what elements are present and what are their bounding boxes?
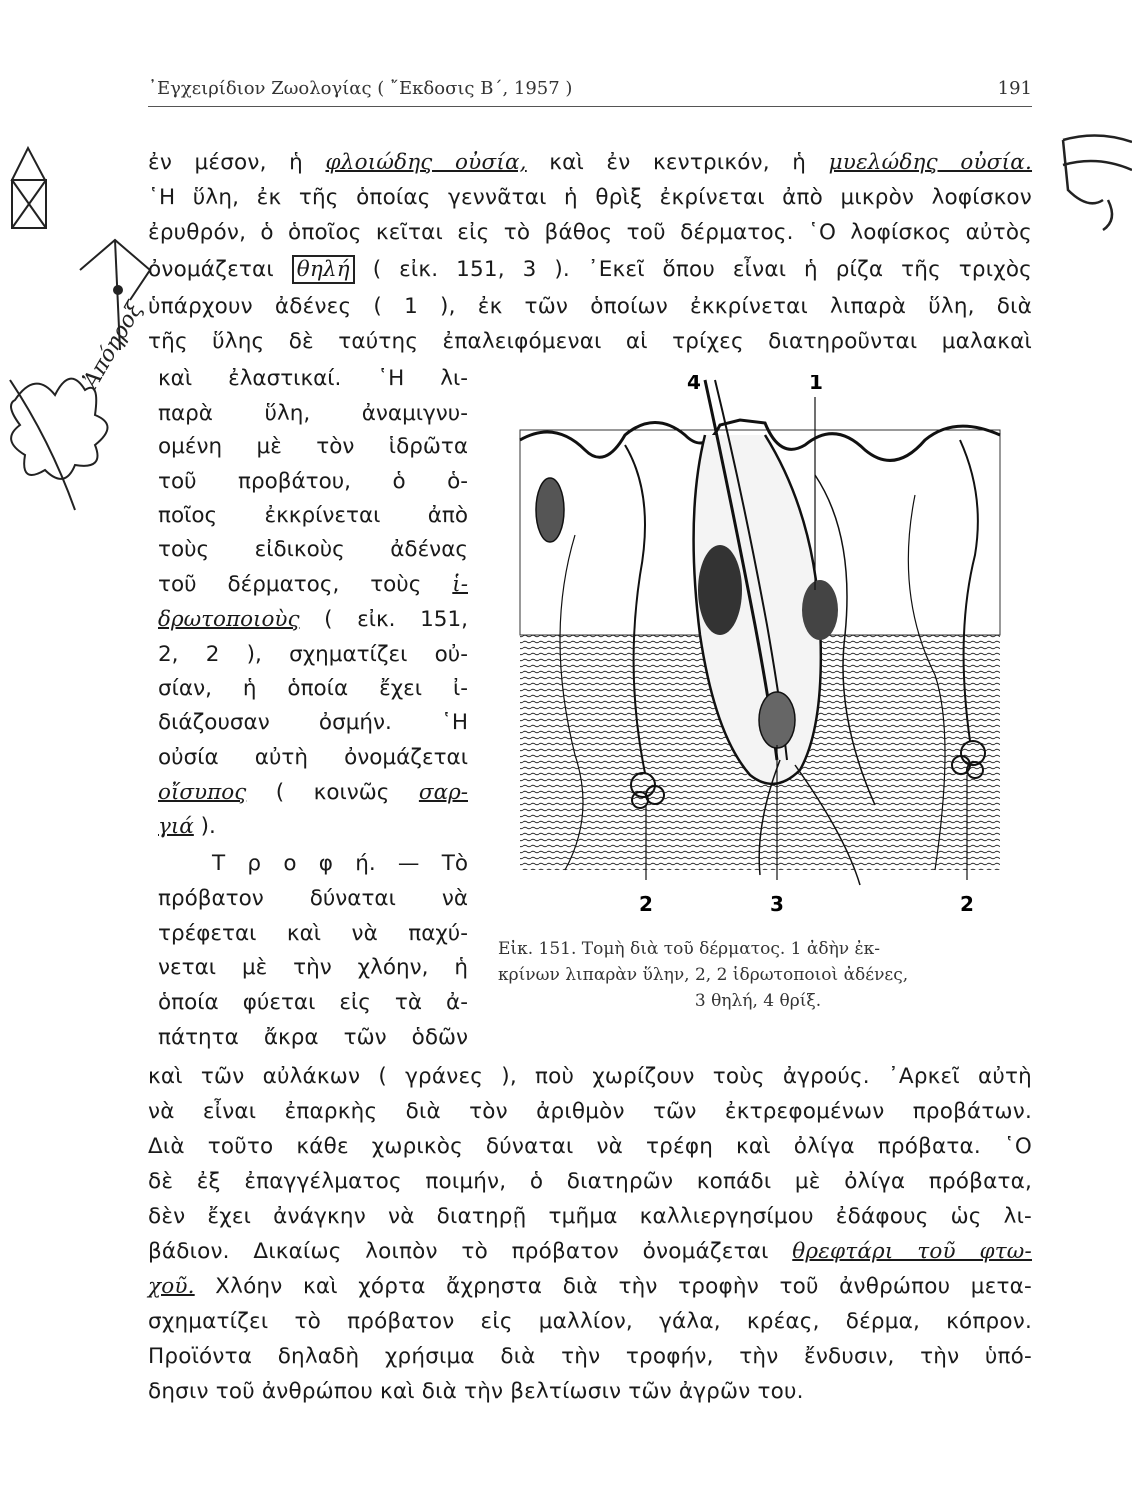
- underlined-term: γιά: [158, 814, 194, 839]
- text-line: καὶ τῶν αὐλάκων ( γράνες ), ποὺ χωρίζουν τοὺς ἀγρούς. ᾿Αρκεῖ αὐτὴ: [148, 1064, 1032, 1089]
- text-line: οὐσία αὐτὴ ὀνομάζεται: [158, 745, 468, 770]
- text-line: δὲν ἔχει ἀνάγκην νὰ διατηρῇ τμῆμα καλλιεργησίμου ἐδάφους ὡς λι-: [148, 1204, 1032, 1229]
- text-line: χοῦ. Χλόην καὶ χόρτα ἄχρηστα διὰ τὴν τροφὴν τοῦ ἀνθρώπου μετα-: [148, 1274, 1032, 1299]
- text-line: Διὰ τοῦτο κάθε χωρικὸς δύναται νὰ τρέφη καὶ ὀλίγα πρόβατα. ῾Ο: [148, 1134, 1032, 1159]
- underlined-term: θρεφτάρι τοῦ φτω-: [792, 1239, 1032, 1264]
- text-line: τοῦ προβάτου, ὁ ὁ-: [158, 469, 468, 494]
- caption-line: Εἰκ. 151. Τομὴ διὰ τοῦ δέρματος. 1 ἀδὴν ἐκ-: [498, 939, 881, 959]
- running-header: [148, 74, 1032, 107]
- underlined-term: σαρ-: [418, 780, 468, 805]
- underlined-term: ἱ-: [452, 572, 468, 597]
- text-line: γιά ).: [158, 814, 216, 839]
- papilla: [759, 692, 795, 748]
- text-line: τρέφεται καὶ νὰ παχύ-: [158, 921, 468, 946]
- text-line: σίαν, ἡ ὁποία ἔχει ἰ-: [158, 676, 468, 701]
- text-line: ὁποία φύεται εἰς τὰ ἀ-: [158, 990, 468, 1015]
- section-heading-line: Τ ρ ο φ ή. — Τὸ: [212, 851, 468, 876]
- text-line: ποῖος ἐκκρίνεται ἀπὸ: [158, 503, 468, 528]
- text-line: πάτητα ἄκρα τῶν ὁδῶν: [158, 1025, 468, 1050]
- text-line: ὀνομάζεται θηλή ( εἰκ. 151, 3 ). ᾿Εκεῖ ὅπου εἶναι ἡ ρίζα τῆς τριχὸς: [148, 257, 1032, 282]
- text-line: νεται μὲ τὴν χλόην, ἡ: [158, 955, 468, 980]
- text-line: διάζουσαν ὀσμήν. ῾Η: [158, 710, 468, 735]
- underlined-term: οἴσυπος: [158, 780, 247, 805]
- text-line: δησιν τοῦ ἀνθρώπου καὶ διὰ τὴν βελτίωσιν τῶν ἀγρῶν του.: [148, 1379, 804, 1404]
- skin-section-figure: [515, 375, 1005, 915]
- text-line: ὑπάρχουν ἀδένες ( 1 ), ἐκ τῶν ὁποίων ἐκκρίνεται λιπαρὰ ὕλη, διὰ: [148, 294, 1032, 319]
- text-line: δὲ ἐξ ἐπαγγέλματος ποιμήν, ὁ διατηρῶν κοπάδι μὲ ὀλίγα πρόβατα,: [148, 1169, 1032, 1194]
- text-line: Προϊόντα δηλαδὴ χρήσιμα διὰ τὴν τροφήν, τὴν ἔνδυσιν, τὴν ὑπό-: [148, 1344, 1032, 1369]
- underlined-term: μυελώδης οὐσία.: [828, 150, 1033, 175]
- text-line: τῆς ὕλης δὲ ταύτης ἐπαλειφόμεναι αἱ τρίχες διατηροῦνται μαλακαὶ: [148, 329, 1032, 354]
- boxed-term: θηλή: [292, 255, 355, 284]
- figure-label-2: 2: [639, 892, 653, 915]
- text-line: παρὰ ὕλη, ἀναμιγνυ-: [158, 401, 468, 426]
- text-line: νὰ εἶναι ἐπαρκὴς διὰ τὸν ἀριθμὸν τῶν ἐκτρεφομένων προβάτων.: [148, 1099, 1032, 1124]
- underlined-term: φλοιώδης οὐσία,: [325, 150, 527, 175]
- figure-label-2: 2: [960, 892, 974, 915]
- text-line: πρόβατον δύναται νὰ: [158, 886, 468, 911]
- text-line: σχηματίζει τὸ πρόβατον εἰς μαλλίον, γάλα, κρέας, δέρμα, κόπρον.: [148, 1309, 1032, 1334]
- underlined-term: χοῦ.: [148, 1274, 195, 1299]
- underlined-term: δρωτοποιοὺς: [158, 607, 300, 632]
- text-line: τοῦ δέρματος, τοὺς ἱ-: [158, 572, 468, 597]
- text-line: τοὺς εἰδικοὺς ἀδένας: [158, 537, 468, 562]
- sebaceous-gland: [802, 580, 838, 640]
- text-line: ἐρυθρόν, ὁ ὁποῖος κεῖται εἰς τὸ βάθος τοῦ δέρματος. ῾Ο λοφίσκος αὐτὸς: [148, 220, 1032, 245]
- margin-scribble: Ἀπόηροξ: [78, 298, 148, 393]
- caption-line: κρίνων λιπαρὰν ὕλην, 2, 2 ἱδρωτοποιοὶ ἀδένες,: [498, 965, 909, 985]
- text-line: ἐν μέσον, ἡ φλοιώδης οὐσία, καὶ ἐν κεντρικόν, ἡ μυελώδης οὐσία.: [148, 150, 1033, 175]
- figure-label-1: 1: [809, 375, 823, 394]
- text-line: δρωτοποιοὺς ( εἰκ. 151,: [158, 607, 468, 632]
- header-title: ᾿Εγχειρίδιον Ζωολογίας ( ῎Εκδοσις Β΄, 1957 ): [148, 78, 573, 99]
- page-number: 191: [997, 78, 1032, 99]
- text-line: ῾Η ὕλη, ἐκ τῆς ὁποίας γεννᾶται ἡ θρὶξ ἐκρίνεται ἀπὸ μικρὸν λοφίσκον: [148, 185, 1032, 210]
- text-line: 2, 2 ), σχηματίζει οὐ-: [158, 642, 468, 667]
- caption-line: 3 θηλή, 4 θρίξ.: [694, 991, 822, 1011]
- text-line: οἴσυπος ( κοινῶς σαρ-: [158, 780, 468, 805]
- figure-label-4: 4: [687, 375, 701, 394]
- text-line: καὶ ἐλαστικαί. ῾Η λι-: [158, 366, 468, 391]
- text-line: ομένη μὲ τὸν ἱδρῶτα: [158, 434, 468, 459]
- figure-label-3: 3: [770, 892, 784, 915]
- text-line: βάδιον. Δικαίως λοιπὸν τὸ πρόβατον ὀνομάζεται θρεφτάρι τοῦ φτω-: [148, 1239, 1032, 1264]
- margin-doodle-left: [0, 140, 160, 520]
- figure-caption: [498, 936, 1018, 1014]
- sebaceous-gland: [698, 545, 742, 635]
- margin-doodle-right: [1058, 120, 1132, 260]
